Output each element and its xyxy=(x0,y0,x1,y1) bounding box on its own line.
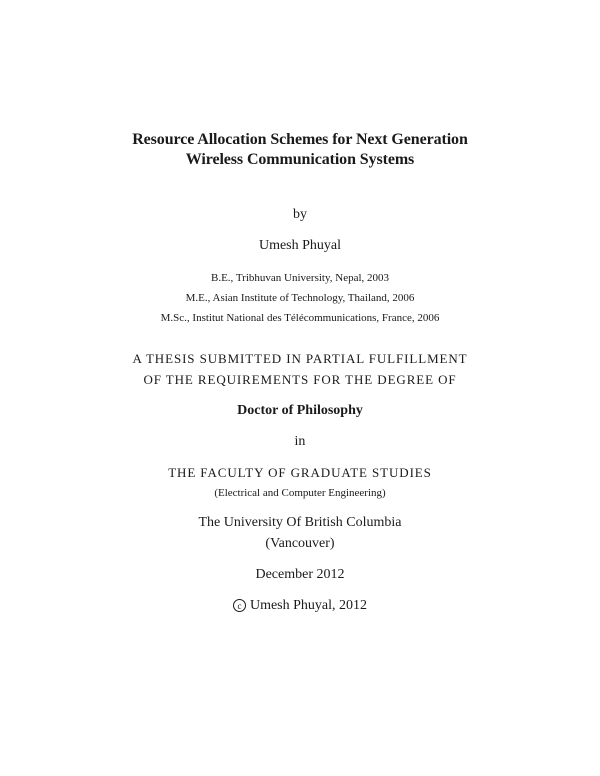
faculty-name: THE FACULTY OF GRADUATE STUDIES xyxy=(168,465,432,480)
university-name: The University Of British Columbia xyxy=(198,515,402,530)
submission-date: December 2012 xyxy=(255,567,345,582)
department-name: (Electrical and Computer Engineering) xyxy=(214,487,386,499)
prior-degree-1: B.E., Tribhuvan University, Nepal, 2003 xyxy=(210,272,390,284)
copyright-text: Umesh Phuyal, 2012 xyxy=(249,598,368,613)
thesis-title-line-1: Resource Allocation Schemes for Next Generation xyxy=(132,131,468,148)
copyright-notice xyxy=(0,598,600,614)
in-label: in xyxy=(294,434,306,449)
author-name: Umesh Phuyal xyxy=(258,238,342,253)
campus-name: (Vancouver) xyxy=(265,536,335,551)
prior-degree-2: M.E., Asian Institute of Technology, Thailand, 2006 xyxy=(185,292,415,304)
by-label: by xyxy=(293,207,307,222)
copyright-icon: c xyxy=(233,599,246,612)
statement-line-2: OF THE REQUIREMENTS FOR THE DEGREE OF xyxy=(143,372,457,387)
statement-line-1: A THESIS SUBMITTED IN PARTIAL FULFILLMENT xyxy=(132,351,468,366)
thesis-title-line-2: Wireless Communication Systems xyxy=(185,151,415,168)
prior-degree-3: M.Sc., Institut National des Télécommunications, France, 2006 xyxy=(160,312,440,324)
degree-name: Doctor of Philosophy xyxy=(237,403,363,418)
